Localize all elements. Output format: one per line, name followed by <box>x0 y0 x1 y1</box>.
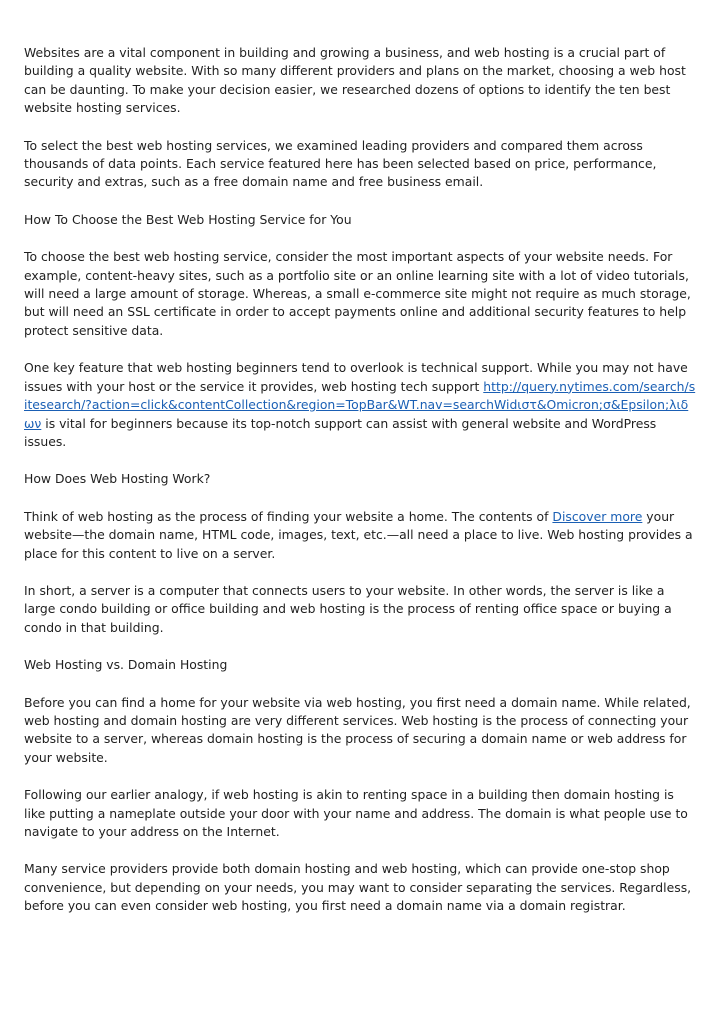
paragraph-home-analogy <box>24 508 698 563</box>
paragraph-selection: To select the best web hosting services, we examined leading providers and compared them across thousands of data points. Each service featured here has been selected based on price, performance, security and extras, such as a free domain name and free business email. <box>24 137 657 190</box>
heading-how-hosting-works: How Does Web Hosting Work? <box>24 471 211 487</box>
paragraph-tech-support <box>24 359 698 451</box>
paragraph-home-analogy-text-1: Think of web hosting as the process of finding your website a home. The contents of <box>24 508 553 524</box>
paragraph-providers: Many service providers provide both domain hosting and web hosting, which can provide one-stop shop convenience, but depending on your needs, you may want to consider separating the services. Regardless, before you can even consider web hosting, you first need a domain name via a domain registrar. <box>24 861 692 914</box>
paragraph-tech-support-text-2: is vital for beginners because its top-notch support can assist with general website and WordPress issues. <box>24 415 657 449</box>
paragraph-tech-support-text-1: One key feature that web hosting beginners tend to overlook is technical support. While you may not have issues with your host or the service it provides, web hosting tech support <box>24 360 688 394</box>
discover-more-link[interactable]: Discover more <box>552 508 643 524</box>
paragraph-home-analogy-text-2: your website—the domain name, HTML code, images, text, etc.—all need a place to live. Web hosting provides a place for this content to live on a server. <box>24 508 693 561</box>
paragraph-choose: To choose the best web hosting service, consider the most important aspects of your website needs. For example, content-heavy sites, such as a portfolio site or an online learning site with a lot of video tutorials, will need a large amount of storage. Whereas, a small e-commerce site might not require as much storage, but will need an SSL certificate in order to accept payments online and additional security features to help protect sensitive data. <box>24 249 691 338</box>
heading-how-to-choose: How To Choose the Best Web Hosting Service for You <box>24 211 352 227</box>
heading-web-vs-domain: Web Hosting vs. Domain Hosting <box>24 657 228 673</box>
paragraph-intro: Websites are a vital component in building and growing a business, and web hosting is a crucial part of building a quality website. With so many different providers and plans on the market, choosing a web host can be daunting. To make your decision easier, we researched dozens of options to identify the ten best website hosting services. <box>24 45 686 116</box>
paragraph-nameplate-analogy: Following our earlier analogy, if web hosting is akin to renting space in a building then domain hosting is like putting a nameplate outside your door with your name and address. The domain is what people use to navigate to your address on the Internet. <box>24 787 688 839</box>
nytimes-search-link[interactable]: http://query.nytimes.com/search/sitesearch/?action=click&contentCollection&region=TopBar&WT.nav=searchWidιστ&Omicron;σ&Epsilon;λιδων <box>24 378 696 431</box>
paragraph-server: In short, a server is a computer that connects users to your website. In other words, the server is like a large condo building or office building and web hosting is the process of renting office space or buying a condo in that building. <box>24 582 672 635</box>
paragraph-domain-name: Before you can find a home for your website via web hosting, you first need a domain name. While related, web hosting and domain hosting are very different services. Web hosting is the process of connecting your website to a server, whereas domain hosting is the process of securing a domain name or web address for your website. <box>24 694 691 765</box>
article-body <box>24 44 698 935</box>
